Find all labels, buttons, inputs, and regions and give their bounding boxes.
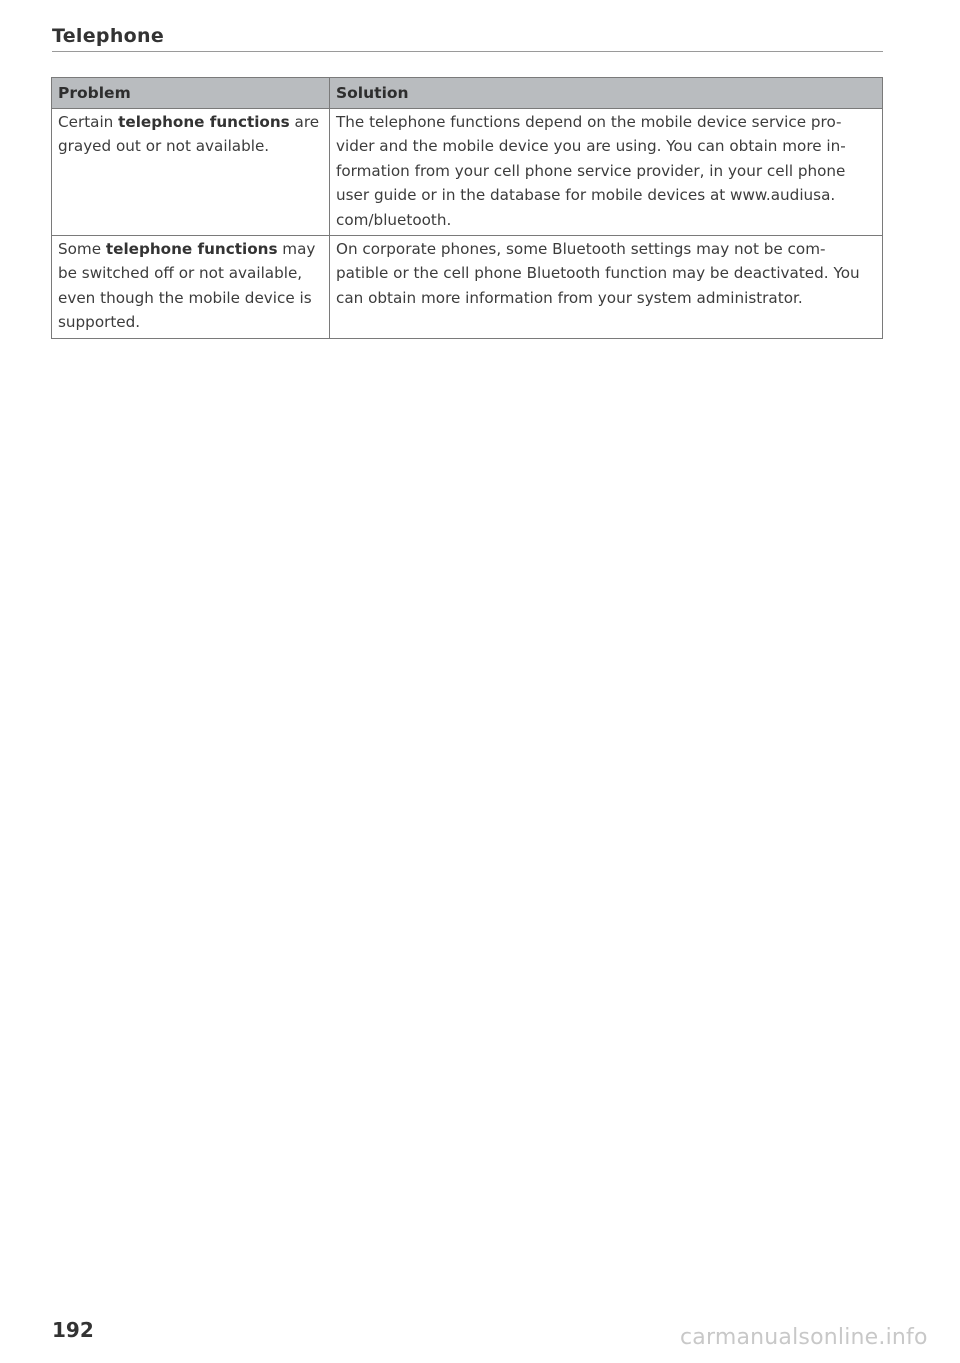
- watermark: carmanualsonline.info: [680, 1325, 928, 1350]
- section-title: Telephone: [52, 25, 165, 47]
- solution-cell: The telephone functions depend on the mobile device service pro- vider and the mobile device you are using. You can obtain more in- formation from your cell phone service provider, in your cell phone user guide or in the database for mobile devices at www.audiusa. com/bluetooth.: [330, 109, 883, 236]
- problem-text-suffix: may be switched off or not available, even though the mobile device is supported.: [58, 240, 316, 332]
- title-divider: [52, 51, 883, 52]
- table-row: [52, 109, 883, 236]
- solution-cell: On corporate phones, some Bluetooth settings may not be com- patible or the cell phone Bluetooth function may be deactivated. You can obtain more information from your system administrator.: [330, 236, 883, 339]
- column-header-solution: Solution: [330, 78, 883, 109]
- table-header-row: [52, 78, 883, 109]
- problem-text-prefix: Some: [58, 240, 106, 259]
- table-row: [52, 236, 883, 339]
- page-number: 192: [52, 1318, 94, 1342]
- column-header-problem: Problem: [52, 78, 330, 109]
- problem-keyword: telephone functions: [118, 113, 290, 131]
- problem-cell: [52, 236, 330, 339]
- problem-text-prefix: Certain: [58, 113, 119, 131]
- troubleshooting-table: [51, 77, 883, 339]
- problem-keyword: telephone functions: [105, 240, 278, 259]
- problem-cell: [52, 109, 330, 236]
- problem-text-suffix: are grayed out or not available.: [58, 113, 320, 156]
